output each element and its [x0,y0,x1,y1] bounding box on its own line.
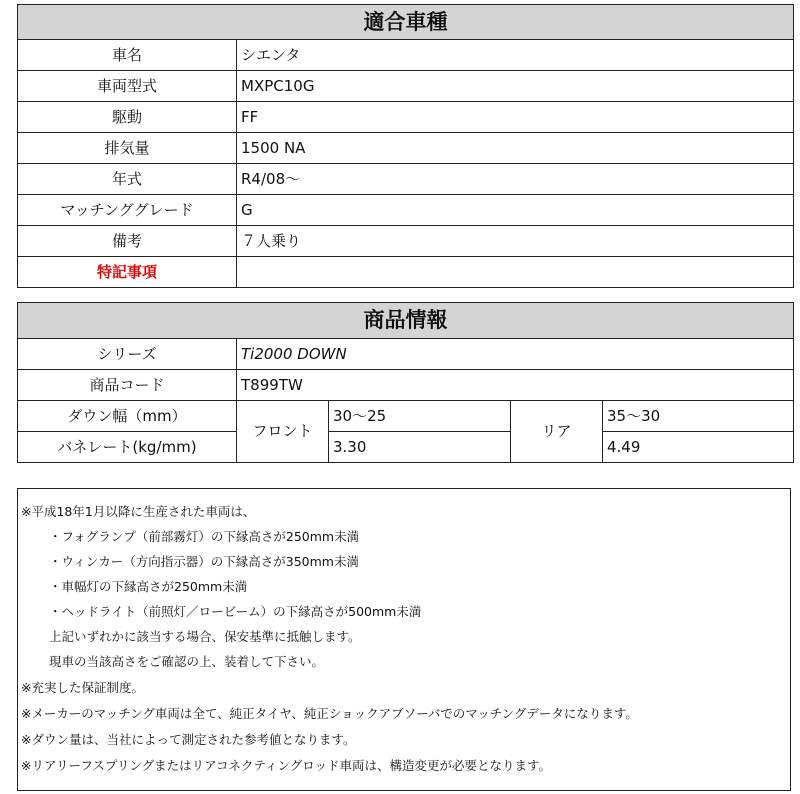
product-code-label: 商品コード [18,370,237,401]
remarks-label: 備考 [18,226,237,257]
note-line: ・ウィンカー（方向指示器）の下縁高さが350mm未満 [49,554,359,569]
drive-value: FF [237,102,794,133]
note-line: ・ヘッドライト（前照灯／ロービーム）の下縁高さが500mm未満 [49,604,422,619]
table-row [18,164,794,195]
front-rate-value: 3.30 [329,432,511,463]
series-label: シリーズ [18,339,237,370]
fitment-table [17,4,794,288]
note-line: ・フォグランプ（前部霧灯）の下縁高さが250mm未満 [49,529,360,544]
note-line: 現車の当該高さをご確認の上、装着して下さい。 [49,654,325,669]
product-title: 商品情報 [18,303,794,339]
table-row [18,102,794,133]
note-line: ※ダウン量は、当社によって測定された参考値となります。 [21,732,356,747]
table-row [18,226,794,257]
table-row [18,339,794,370]
special-notes-label: 特記事項 [18,257,237,288]
grade-value: G [237,195,794,226]
rear-down-value: 35～30 [603,401,794,432]
grade-label: マッチンググレード [18,195,237,226]
product-table [17,302,794,463]
front-down-value: 30～25 [329,401,511,432]
note-line: 上記いずれかに該当する場合、保安基準に抵触します。 [49,629,361,644]
series-value: Ti2000 DOWN [237,339,794,370]
table-row [18,257,794,288]
displacement-value: 1500 NA [237,133,794,164]
table-row [18,40,794,71]
note-line: ※充実した保証制度。 [21,680,144,695]
table-row [18,195,794,226]
year-label: 年式 [18,164,237,195]
table-row [18,401,794,432]
notes-box [17,488,791,791]
model-code-label: 車両型式 [18,71,237,102]
note-line: ※メーカーのマッチング車両は全て、純正タイヤ、純正ショックアブソーバでのマッチングデータになります。 [21,706,638,721]
displacement-label: 排気量 [18,133,237,164]
product-code-value: T899TW [237,370,794,401]
rear-rate-value: 4.49 [603,432,794,463]
rear-label: リア [511,401,603,463]
note-line: ・車幅灯の下縁高さが250mm未満 [49,579,248,594]
front-label: フロント [237,401,329,463]
table-row [18,133,794,164]
table-row [18,370,794,401]
note-line: ※リアリーフスプリングまたはリアコネクティングロッド車両は、構造変更が必要となります。 [21,758,551,773]
down-width-label: ダウン幅（mm） [18,401,237,432]
table-row [18,71,794,102]
special-notes-value [237,257,794,288]
model-code-value: MXPC10G [237,71,794,102]
car-name-label: 車名 [18,40,237,71]
spring-rate-label: バネレート(kg/mm) [18,432,237,463]
table-row [18,432,794,463]
year-value: R4/08～ [237,164,794,195]
fitment-title: 適合車種 [18,5,794,40]
note-line: ※平成18年1月以降に生産された車両は、 [21,504,256,519]
drive-label: 駆動 [18,102,237,133]
remarks-value: ７人乗り [237,226,794,257]
car-name-value: シエンタ [237,40,794,71]
